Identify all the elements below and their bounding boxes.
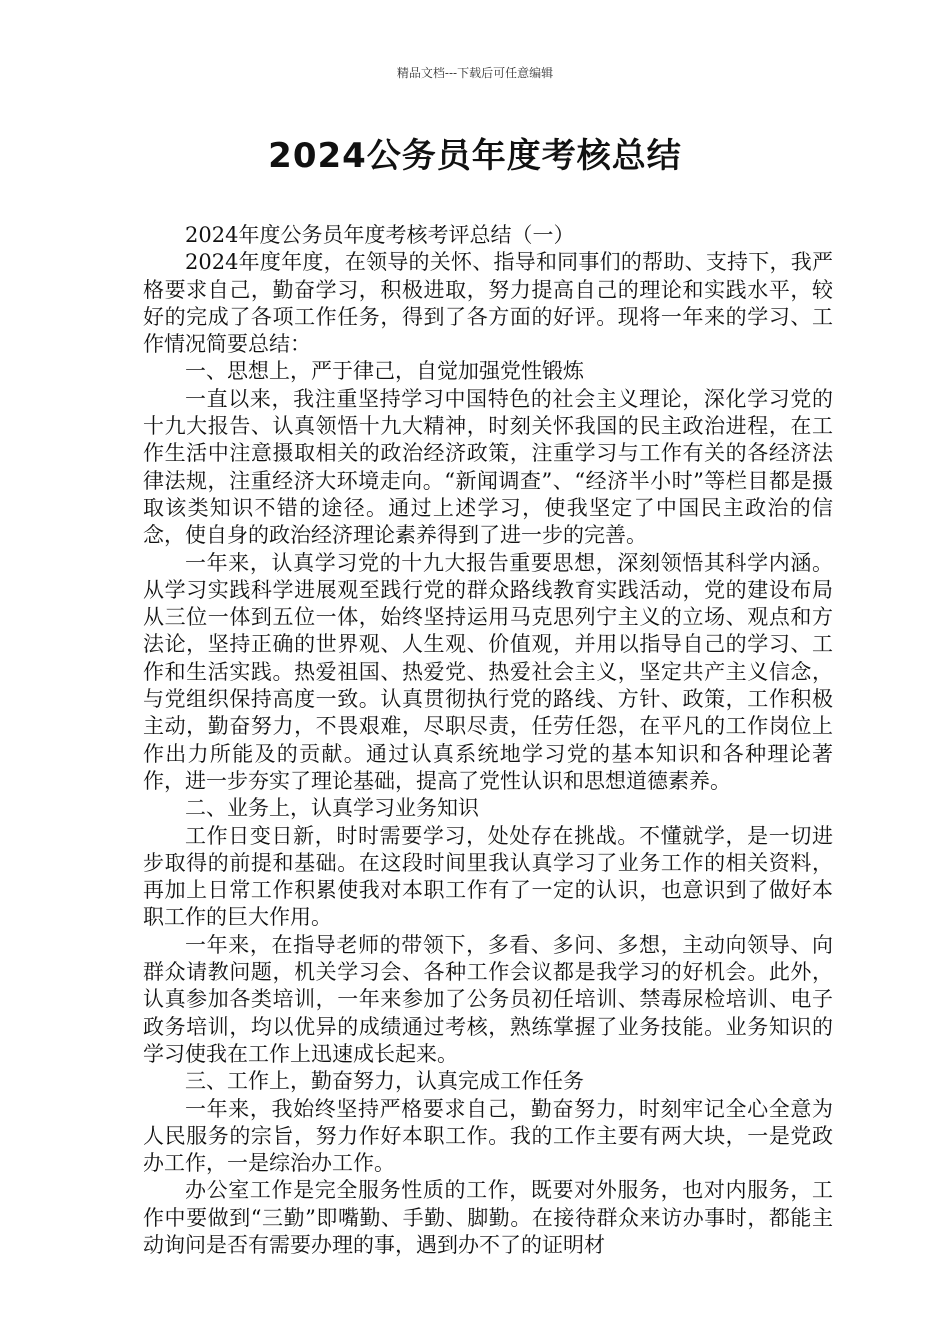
paragraph: 一年来，我始终坚持严格要求自己，勤奋努力，时刻牢记全心全意为人民服务的宗旨，努力作好本职工作。我的工作主要有两大块，一是党政办工作，一是综治办工作。 xyxy=(143,1096,833,1176)
document-title: 2024公务员年度考核总结 xyxy=(268,136,682,176)
paragraph: 办公室工作是完全服务性质的工作，既要对外服务，也对内服务，工作中要做到“三勤”即嘴勤、手勤、脚勤。在接待群众来访办事时，都能主动询问是否有需要办理的事，遇到办不了的证明材 xyxy=(143,1178,833,1257)
paragraph-subtitle: 2024年度公务员年度考核考评总结（一） xyxy=(185,223,575,247)
paragraph: 工作日变日新，时时需要学习，处处存在挑战。不懂就学，是一切进步取得的前提和基础。在这段时间里我认真学习了业务工作的相关资料，再加上日常工作积累使我对本职工作有了一定的认识，也意识到了做好本职工作的巨大作用。 xyxy=(143,823,833,930)
section-heading: 三、工作上，勤奋努力，认真完成工作任务 xyxy=(185,1069,584,1094)
section-heading: 二、业务上，认真学习业务知识 xyxy=(185,796,479,821)
paragraph: 2024年度年度，在领导的关怀、指导和同事们的帮助、支持下，我严格要求自己，勤奋学习，积极进取，努力提高自己的理论和实践水平，较好的完成了各项工作任务，得到了各方面的好评。现将一年来的学习、工作情况简要总结： xyxy=(143,250,833,357)
section-heading: 一、思想上，严于律己，自觉加强党性锻炼 xyxy=(185,359,584,384)
paragraph: 一年来，在指导老师的带领下，多看、多问、多想，主动向领导、向群众请教问题，机关学习会、各种工作会议都是我学习的好机会。此外，认真参加各类培训，一年来参加了公务员初任培训、禁毒尿检培训、电子政务培训，均以优异的成绩通过考核，熟练掌握了业务技能。业务知识的学习使我在工作上迅速成长起来。 xyxy=(143,932,833,1066)
paragraph: 一直以来，我注重坚持学习中国特色的社会主义理论，深化学习党的十九大报告、认真领悟十九大精神，时刻关怀我国的民主政治进程，在工作生活中注意摄取相关的政治经济政策，注重学习与工作有关的各经济法律法规，注重经济大环境走向。“新闻调查”、“经济半小时”等栏目都是摄取该类知识不错的途径。通过上述学习，使我坚定了中国民主政治的信念，使自身的政治经济理论素养得到了进一步的完善。 xyxy=(143,386,833,548)
header-note: 精品文档---下载后可任意编辑 xyxy=(396,66,554,80)
paragraph: 一年来，认真学习党的十九大报告重要思想，深刻领悟其科学内涵。从学习实践科学进展观至践行党的群众路线教育实践活动，党的建设布局从三位一体到五位一体，始终坚持运用马克思列宁主义的立场、观点和方法论，坚持正确的世界观、人生观、价值观，并用以指导自己的学习、工作和生活实践。热爱祖国、热爱党、热爱社会主义，坚定共产主义信念，与党组织保持高度一致。认真贯彻执行党的路线、方针、政策，工作积极主动，勤奋努力，不畏艰难，尽职尽责，任劳任怨，在平凡的工作岗位上作出力所能及的贡献。通过认真系统地学习党的基本知识和各种理论著作，进一步夯实了理论基础，提高了党性认识和思想道德素养。 xyxy=(143,550,833,793)
document-body xyxy=(143,222,833,1259)
